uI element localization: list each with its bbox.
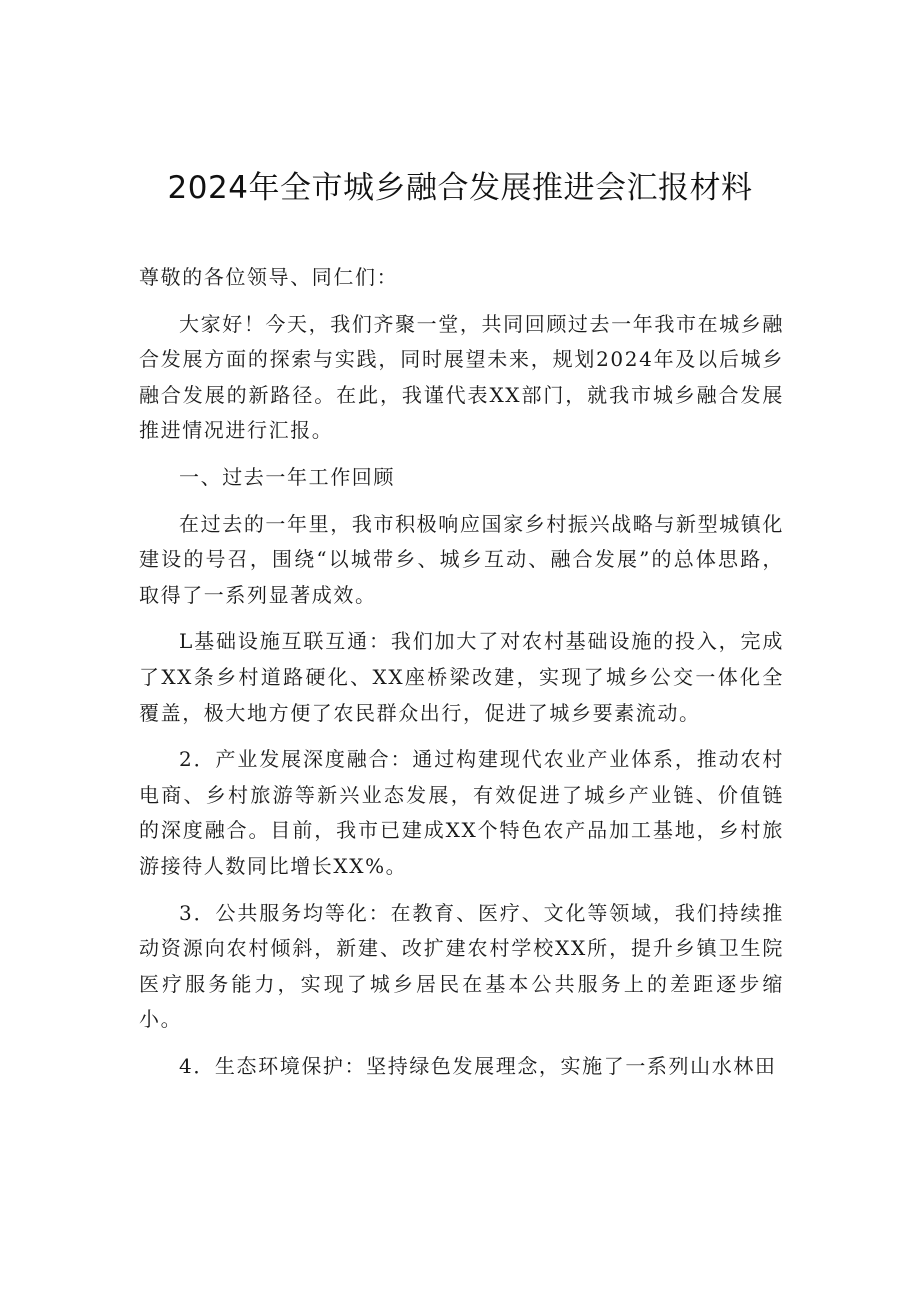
document-body	[139, 260, 784, 1095]
document-title: 2024年全市城乡融合发展推进会汇报材料	[167, 170, 753, 206]
paragraph-review-intro: 在过去的一年里，我市积极响应国家乡村振兴战略与新型城镇化建设的号召，围绕“以城带乡、城乡互动、融合发展”的总体思路，取得了一系列显著成效。	[139, 511, 784, 607]
section-heading-review: 一、过去一年工作回顾	[179, 464, 395, 489]
salutation: 尊敬的各位领导、同仁们：	[139, 265, 399, 289]
paragraph-industry: 2．产业发展深度融合：通过构建现代农业产业体系，推动农村电商、乡村旅游等新兴业态发展，有效促进了城乡产业链、价值链的深度融合。目前，我市已建成XX个特色农产品加工基地，乡村旅游接待人数同比增长XX%。	[139, 747, 784, 878]
paragraph-ecology: 4．生态环境保护：坚持绿色发展理念，实施了一系列山水林田	[179, 1053, 777, 1078]
paragraph-opening: 大家好！今天，我们齐聚一堂，共同回顾过去一年我市在城乡融合发展方面的探索与实践，同时展望未来，规划2024年及以后城乡融合发展的新路径。在此，我谨代表XX部门，就我市城乡融合发展推进情况进行汇报。	[139, 311, 784, 443]
paragraph-public-services: 3．公共服务均等化：在教育、医疗、文化等领域，我们持续推动资源向农村倾斜，新建、改扩建农村学校XX所，提升乡镇卫生院医疗服务能力，实现了城乡居民在基本公共服务上的差距逐步缩小。	[139, 900, 784, 1032]
paragraph-infrastructure: L基础设施互联互通：我们加大了对农村基础设施的投入，完成了XX条乡村道路硬化、XX座桥梁改建，实现了城乡公交一体化全覆盖，极大地方便了农民群众出行，促进了城乡要素流动。	[139, 629, 784, 725]
